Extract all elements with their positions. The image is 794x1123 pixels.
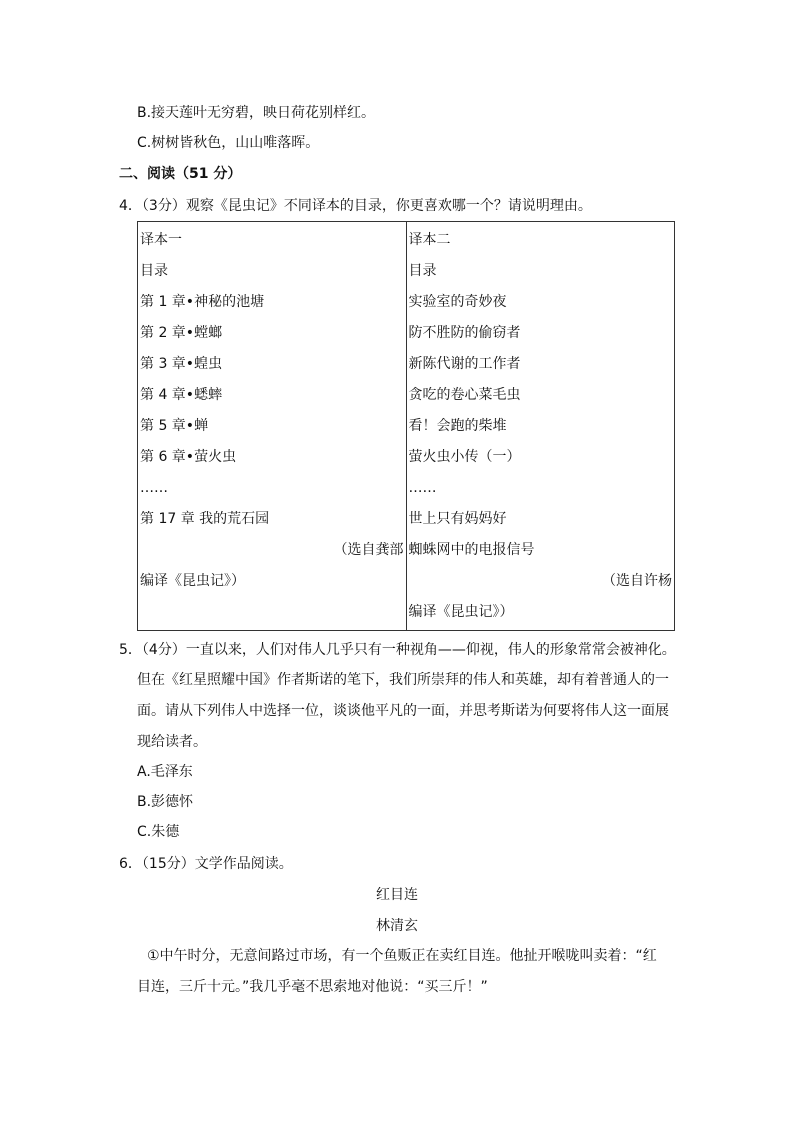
question-5-option-b: B.彭德怀: [137, 794, 194, 810]
article-paragraph-line: ①中午时分，无意间路过市场，有一个鱼贩正在卖红目连。他扯开喉咙叫卖着：“红: [147, 948, 657, 964]
version-1-chapter: 第 3 章•蝗虫: [140, 356, 223, 372]
version-2-chapter: 实验室的奇妙夜: [408, 294, 507, 310]
translation-comparison-table: [137, 221, 675, 631]
article-title: 红目连: [376, 887, 418, 903]
version-2-title: 译本二: [408, 232, 451, 248]
version-2-ellipsis: ……: [408, 480, 437, 496]
version-1-chapter: 第 5 章•蝉: [140, 418, 209, 434]
question-5-option-a: A.毛泽东: [137, 764, 193, 780]
version-2-chapter: 萤火虫小传（一）: [408, 449, 521, 465]
version-1-chapter: 第 6 章•萤火虫: [140, 449, 237, 465]
article-author: 林清玄: [376, 918, 418, 934]
version-1-source-cont: 编译《昆虫记》）: [140, 573, 245, 589]
question-5-option-c: C.朱德: [137, 824, 180, 840]
version-2-cell: [406, 222, 675, 631]
version-1-chapter: 第 1 章•神秘的池塘: [140, 294, 265, 310]
version-2-chapter: 防不胜防的偷窃者: [408, 325, 521, 341]
option-c-line: C.树树皆秋色，山山唯落晖。: [137, 135, 320, 151]
question-6-stem: 6．（15分）文学作品阅读。: [119, 856, 293, 872]
question-5-line: 5．（4分）一直以来，人们对伟人几乎只有一种视角——仰视，伟人的形象常常会被神化。: [119, 642, 676, 658]
version-2-source: （选自许杨: [602, 573, 672, 589]
version-1-chapter: 第 2 章•螳螂: [140, 325, 223, 341]
question-5-line: 面。请从下列伟人中选择一位，谈谈他平凡的一面，并思考斯诺为何要将伟人这一面展: [137, 703, 669, 719]
version-2-toc-heading: 目录: [408, 263, 437, 279]
version-1-title: 译本一: [140, 232, 182, 248]
version-2-chapter: 看！会跑的柴堆: [408, 418, 507, 434]
version-1-source: （选自龚部: [333, 542, 404, 558]
section-heading: 二、阅读（51 分）: [119, 166, 242, 182]
version-2-source-cont: 编译《昆虫记》）: [408, 604, 514, 620]
version-2-chapter: 新陈代谢的工作者: [408, 356, 521, 372]
version-2-chapter: 蜘蛛网中的电报信号: [408, 542, 535, 558]
version-1-toc-heading: 目录: [140, 263, 168, 279]
question-4-stem: 4．（3分）观察《昆虫记》不同译本的目录，你更喜欢哪一个？请说明理由。: [119, 198, 592, 214]
version-2-chapter: 贪吃的卷心菜毛虫: [408, 387, 521, 403]
question-5-line: 现给读者。: [137, 734, 207, 750]
article-paragraph-line: 目连，三斤十元。”我几乎毫不思索地对他说：“买三斤！”: [137, 979, 488, 995]
version-1-ellipsis: ……: [140, 480, 168, 496]
question-5-line: 但在《红星照耀中国》作者斯诺的笔下，我们所崇拜的伟人和英雄，却有着普通人的一: [137, 672, 669, 688]
version-2-chapter: 世上只有妈妈好: [408, 511, 507, 527]
version-1-cell: [138, 222, 407, 631]
version-1-chapter: 第 17 章 我的荒石园: [140, 511, 270, 527]
option-b-line: B.接天莲叶无穷碧，映日荷花别样红。: [137, 105, 376, 121]
version-1-chapter: 第 4 章•蟋蟀: [140, 387, 223, 403]
